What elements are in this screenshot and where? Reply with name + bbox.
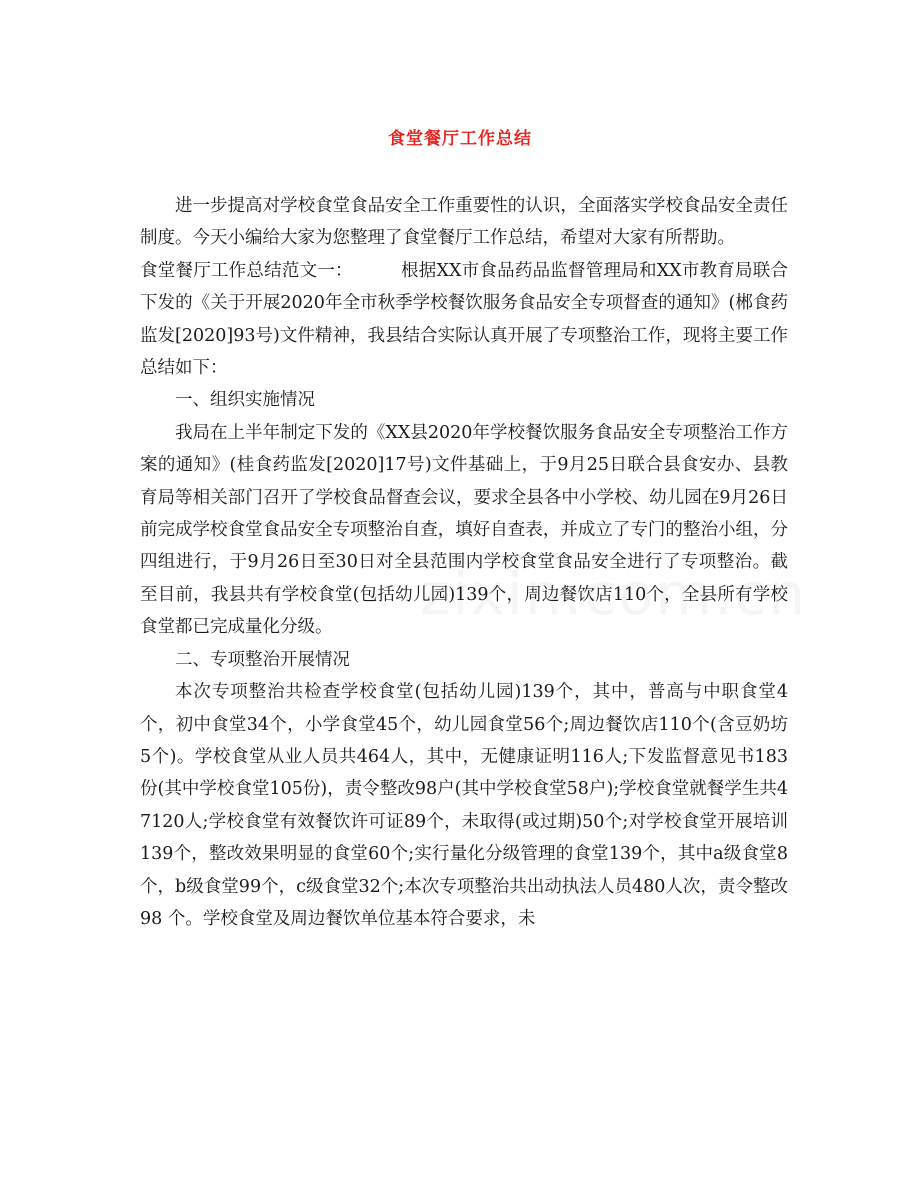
document-body: [140, 190, 788, 935]
section2-paragraph: 本次专项整治共检查学校食堂(包括幼儿园)139个，其中，普高与中职食堂4个，初中食堂34个，小学食堂45个，幼儿园食堂56个;周边餐饮店110个(含豆奶坊5个)。学校食堂从业人员共464人，其中，无健康证明116人;下发监督意见书183份(其中学校食堂105份)，责令整改98户(其中学校食堂58户);学校食堂就餐学生共47120人;学校食堂有效餐饮许可证89个，未取得(或过期)50个;对学校食堂开展培训139个，整改效果明显的食堂60个;实行量化分级管理的食堂139个，其中a级食堂8个，b级食堂99个，c级食堂32个;本次专项整治共出动执法人员480人次，责令整改98 个。学校食堂及周边餐饮单位基本符合要求，未: [140, 682, 788, 929]
section1-heading: 一、组织实施情况: [175, 390, 315, 411]
sample-paragraph: [140, 255, 788, 385]
section2-heading: 二、专项整治开展情况: [175, 649, 350, 670]
sample-label: 食堂餐厅工作总结范文一：: [140, 260, 353, 281]
intro-paragraph: 进一步提高对学校食堂食品安全工作重要性的认识，全面落实学校食品安全责任制度。今天小编给大家为您整理了食堂餐厅工作总结，希望对大家有所帮助。: [140, 196, 788, 249]
section1-paragraph: 我局在上半年制定下发的《XX县2020年学校餐饮服务食品安全专项整治工作方案的通知》(桂食药监发[2020]17号)文件基础上，于9月25日联合县食安办、县教育局等相关部门召开了学校食品督查会议，要求全县各中小学校、幼儿园在9月26日前完成学校食堂食品安全专项整治自查，填好自查表，并成立了专门的整治小组，分四组进行，于9月26日至30日对全县范围内学校食堂食品安全进行了专项整治。截至目前，我县共有学校食堂(包括幼儿园)139个，周边餐饮店110个，全县所有学校食堂都已完成量化分级。: [140, 422, 788, 638]
document-title: 食堂餐厅工作总结: [388, 129, 532, 149]
sample-text: 根据XX市食品药品监督管理局和XX市教育局联合下发的《关于开展2020年全市秋季学校餐饮服务食品安全专项督查的通知》(郴食药监发[2020]93号)文件精神，我县结合实际认真开展了专项整治工作，现将主要工作总结如下：: [140, 260, 789, 379]
